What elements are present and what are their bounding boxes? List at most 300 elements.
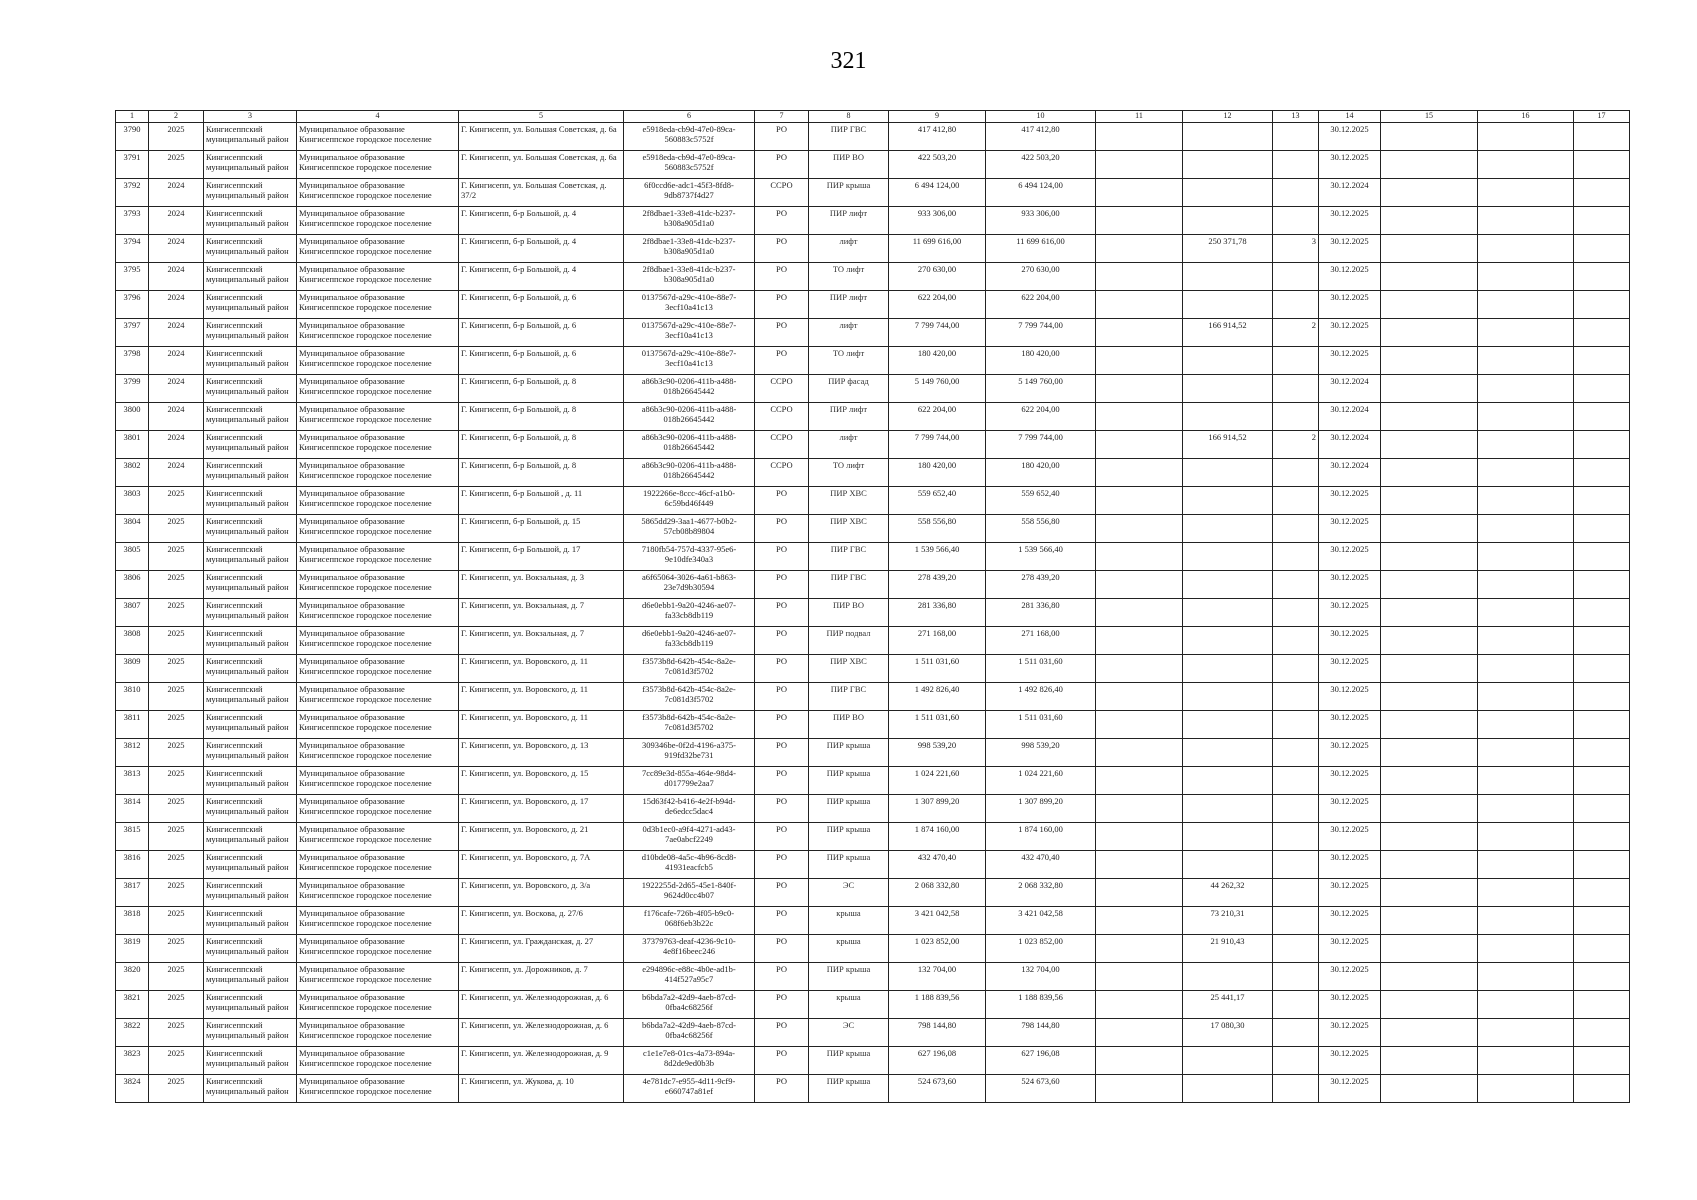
deadline-cell: 30.12.2025 xyxy=(1319,767,1381,795)
col11-cell xyxy=(1096,375,1183,403)
year-cell: 2025 xyxy=(149,963,204,991)
guid-cell: d6e0ebb1-9a20-4246-ae07-fa33cb8db119 xyxy=(624,599,755,627)
row-number-cell: 3818 xyxy=(116,907,149,935)
work-type-cell: ЭС xyxy=(809,1019,889,1047)
row-number-cell: 3800 xyxy=(116,403,149,431)
cost-cell: 417 412,80 xyxy=(889,123,986,151)
work-type-cell: ПИР крыша xyxy=(809,823,889,851)
cost-total-cell: 1 492 826,40 xyxy=(986,683,1096,711)
guid-cell: c1e1e7e8-01cs-4a73-894a-8d2de9ed0b3b xyxy=(624,1047,755,1075)
column-header: 4 xyxy=(297,111,459,123)
col15-cell xyxy=(1381,655,1478,683)
column-header: 13 xyxy=(1273,111,1319,123)
year-cell: 2024 xyxy=(149,459,204,487)
col17-cell xyxy=(1574,767,1630,795)
col17-cell xyxy=(1574,907,1630,935)
address-cell: Г. Кингисепп, ул. Железнодорожная, д. 9 xyxy=(459,1047,624,1075)
col12-cell xyxy=(1183,683,1273,711)
col17-cell xyxy=(1574,207,1630,235)
cost-cell: 622 204,00 xyxy=(889,403,986,431)
col17-cell xyxy=(1574,655,1630,683)
col16-cell xyxy=(1478,319,1574,347)
district-cell: Кингисеппский муниципальный район xyxy=(204,795,297,823)
col15-cell xyxy=(1381,935,1478,963)
cost-total-cell: 417 412,80 xyxy=(986,123,1096,151)
col16-cell xyxy=(1478,571,1574,599)
col16-cell xyxy=(1478,599,1574,627)
address-cell: Г. Кингисепп, ул. Большая Советская, д. 6а xyxy=(459,151,624,179)
table-row xyxy=(116,347,1630,375)
year-cell: 2025 xyxy=(149,599,204,627)
cost-total-cell: 271 168,00 xyxy=(986,627,1096,655)
operator-cell: РО xyxy=(755,739,809,767)
col17-cell xyxy=(1574,571,1630,599)
year-cell: 2025 xyxy=(149,795,204,823)
col17-cell xyxy=(1574,151,1630,179)
col16-cell xyxy=(1478,963,1574,991)
cost-total-cell: 558 556,80 xyxy=(986,515,1096,543)
row-number-cell: 3803 xyxy=(116,487,149,515)
col11-cell xyxy=(1096,963,1183,991)
cost-total-cell: 1 023 852,00 xyxy=(986,935,1096,963)
municipality-cell: Муниципальное образование Кингисеппское городское поселение xyxy=(297,935,459,963)
guid-cell: 2f8dbae1-33e8-41dc-b237-b308a905d1a0 xyxy=(624,235,755,263)
operator-cell: РО xyxy=(755,207,809,235)
cost-total-cell: 180 420,00 xyxy=(986,347,1096,375)
address-cell: Г. Кингисепп, б-р Большой, д. 8 xyxy=(459,431,624,459)
col16-cell xyxy=(1478,515,1574,543)
col17-cell xyxy=(1574,1075,1630,1103)
work-type-cell: ПИР ХВС xyxy=(809,515,889,543)
address-cell: Г. Кингисепп, ул. Воровского, д. 17 xyxy=(459,795,624,823)
col11-cell xyxy=(1096,291,1183,319)
year-cell: 2024 xyxy=(149,263,204,291)
cost-cell: 1 024 221,60 xyxy=(889,767,986,795)
guid-cell: 0137567d-a29c-410e-88e7-3ecf10a41c13 xyxy=(624,319,755,347)
year-cell: 2025 xyxy=(149,543,204,571)
district-cell: Кингисеппский муниципальный район xyxy=(204,767,297,795)
col13-cell: 2 xyxy=(1273,319,1319,347)
municipality-cell: Муниципальное образование Кингисеппское городское поселение xyxy=(297,599,459,627)
row-number-cell: 3802 xyxy=(116,459,149,487)
table-row xyxy=(116,543,1630,571)
col16-cell xyxy=(1478,711,1574,739)
address-cell: Г. Кингисепп, ул. Воскова, д. 27/6 xyxy=(459,907,624,935)
col17-cell xyxy=(1574,263,1630,291)
col17-cell xyxy=(1574,543,1630,571)
cost-total-cell: 1 511 031,60 xyxy=(986,655,1096,683)
deadline-cell: 30.12.2025 xyxy=(1319,1019,1381,1047)
work-type-cell: ТО лифт xyxy=(809,459,889,487)
col12-cell xyxy=(1183,739,1273,767)
col17-cell xyxy=(1574,347,1630,375)
municipality-cell: Муниципальное образование Кингисеппское городское поселение xyxy=(297,291,459,319)
deadline-cell: 30.12.2025 xyxy=(1319,711,1381,739)
work-type-cell: крыша xyxy=(809,935,889,963)
guid-cell: 6f0ccd6e-adc1-45f3-8fd8-9db8737f4d27 xyxy=(624,179,755,207)
district-cell: Кингисеппский муниципальный район xyxy=(204,179,297,207)
district-cell: Кингисеппский муниципальный район xyxy=(204,711,297,739)
work-type-cell: ПИР ВО xyxy=(809,711,889,739)
col11-cell xyxy=(1096,739,1183,767)
address-cell: Г. Кингисепп, ул. Железнодорожная, д. 6 xyxy=(459,991,624,1019)
guid-cell: f3573b8d-642b-454c-8a2e-7c081d3f5702 xyxy=(624,655,755,683)
table-row xyxy=(116,571,1630,599)
col12-cell xyxy=(1183,263,1273,291)
municipality-cell: Муниципальное образование Кингисеппское городское поселение xyxy=(297,767,459,795)
col11-cell xyxy=(1096,879,1183,907)
guid-cell: 309346be-0f2d-4196-a375-919fd32be731 xyxy=(624,739,755,767)
col11-cell xyxy=(1096,179,1183,207)
col11-cell xyxy=(1096,319,1183,347)
operator-cell: РО xyxy=(755,347,809,375)
col11-cell xyxy=(1096,711,1183,739)
col17-cell xyxy=(1574,879,1630,907)
guid-cell: 4e781dc7-e955-4d11-9cf9-e660747a81ef xyxy=(624,1075,755,1103)
municipality-cell: Муниципальное образование Кингисеппское городское поселение xyxy=(297,403,459,431)
col16-cell xyxy=(1478,767,1574,795)
col16-cell xyxy=(1478,935,1574,963)
col11-cell xyxy=(1096,487,1183,515)
cost-cell: 271 168,00 xyxy=(889,627,986,655)
municipality-cell: Муниципальное образование Кингисеппское городское поселение xyxy=(297,711,459,739)
col13-cell xyxy=(1273,963,1319,991)
row-number-cell: 3797 xyxy=(116,319,149,347)
col12-cell xyxy=(1183,291,1273,319)
col15-cell xyxy=(1381,291,1478,319)
address-cell: Г. Кингисепп, ул. Жукова, д. 10 xyxy=(459,1075,624,1103)
col15-cell xyxy=(1381,627,1478,655)
cost-total-cell: 1 307 899,20 xyxy=(986,795,1096,823)
cost-total-cell: 3 421 042,58 xyxy=(986,907,1096,935)
district-cell: Кингисеппский муниципальный район xyxy=(204,739,297,767)
cost-total-cell: 933 306,00 xyxy=(986,207,1096,235)
cost-cell: 933 306,00 xyxy=(889,207,986,235)
col15-cell xyxy=(1381,1075,1478,1103)
col13-cell xyxy=(1273,291,1319,319)
col11-cell xyxy=(1096,263,1183,291)
table-row xyxy=(116,1019,1630,1047)
municipality-cell: Муниципальное образование Кингисеппское городское поселение xyxy=(297,515,459,543)
deadline-cell: 30.12.2025 xyxy=(1319,291,1381,319)
col17-cell xyxy=(1574,823,1630,851)
cost-cell: 558 556,80 xyxy=(889,515,986,543)
table-row xyxy=(116,879,1630,907)
col15-cell xyxy=(1381,767,1478,795)
col15-cell xyxy=(1381,123,1478,151)
col13-cell xyxy=(1273,795,1319,823)
cost-total-cell: 1 874 160,00 xyxy=(986,823,1096,851)
row-number-cell: 3793 xyxy=(116,207,149,235)
cost-cell: 622 204,00 xyxy=(889,291,986,319)
col17-cell xyxy=(1574,963,1630,991)
col12-cell xyxy=(1183,375,1273,403)
cost-total-cell: 422 503,20 xyxy=(986,151,1096,179)
cost-cell: 432 470,40 xyxy=(889,851,986,879)
operator-cell: РО xyxy=(755,991,809,1019)
col15-cell xyxy=(1381,319,1478,347)
column-header: 16 xyxy=(1478,111,1574,123)
col12-cell: 25 441,17 xyxy=(1183,991,1273,1019)
table-row xyxy=(116,179,1630,207)
municipality-cell: Муниципальное образование Кингисеппское городское поселение xyxy=(297,963,459,991)
operator-cell: ССРО xyxy=(755,431,809,459)
year-cell: 2024 xyxy=(149,403,204,431)
col17-cell xyxy=(1574,739,1630,767)
operator-cell: РО xyxy=(755,319,809,347)
col17-cell xyxy=(1574,123,1630,151)
col15-cell xyxy=(1381,851,1478,879)
col16-cell xyxy=(1478,151,1574,179)
cost-cell: 6 494 124,00 xyxy=(889,179,986,207)
col13-cell xyxy=(1273,599,1319,627)
col12-cell xyxy=(1183,207,1273,235)
municipality-cell: Муниципальное образование Кингисеппское городское поселение xyxy=(297,179,459,207)
year-cell: 2025 xyxy=(149,151,204,179)
table-row xyxy=(116,263,1630,291)
col11-cell xyxy=(1096,767,1183,795)
column-header: 1 xyxy=(116,111,149,123)
col15-cell xyxy=(1381,907,1478,935)
municipality-cell: Муниципальное образование Кингисеппское городское поселение xyxy=(297,823,459,851)
operator-cell: РО xyxy=(755,515,809,543)
district-cell: Кингисеппский муниципальный район xyxy=(204,627,297,655)
municipality-cell: Муниципальное образование Кингисеппское городское поселение xyxy=(297,207,459,235)
col11-cell xyxy=(1096,935,1183,963)
guid-cell: 7180fb54-757d-4337-95e6-9e10dfe340a3 xyxy=(624,543,755,571)
year-cell: 2025 xyxy=(149,1075,204,1103)
col11-cell xyxy=(1096,599,1183,627)
col11-cell xyxy=(1096,683,1183,711)
operator-cell: РО xyxy=(755,1019,809,1047)
col11-cell xyxy=(1096,431,1183,459)
col11-cell xyxy=(1096,655,1183,683)
year-cell: 2024 xyxy=(149,235,204,263)
work-type-cell: ТО лифт xyxy=(809,263,889,291)
guid-cell: f3573b8d-642b-454c-8a2e-7c081d3f5702 xyxy=(624,711,755,739)
table-row xyxy=(116,963,1630,991)
municipality-cell: Муниципальное образование Кингисеппское городское поселение xyxy=(297,683,459,711)
cost-cell: 1 188 839,56 xyxy=(889,991,986,1019)
col15-cell xyxy=(1381,207,1478,235)
table-row xyxy=(116,235,1630,263)
col13-cell xyxy=(1273,571,1319,599)
district-cell: Кингисеппский муниципальный район xyxy=(204,123,297,151)
work-type-cell: ПИР крыша xyxy=(809,795,889,823)
address-cell: Г. Кингисепп, ул. Большая Советская, д. 6а xyxy=(459,123,624,151)
cost-cell: 11 699 616,00 xyxy=(889,235,986,263)
cost-cell: 5 149 760,00 xyxy=(889,375,986,403)
col11-cell xyxy=(1096,403,1183,431)
table-row xyxy=(116,739,1630,767)
column-numbers-row xyxy=(116,111,1630,123)
table-row xyxy=(116,1047,1630,1075)
year-cell: 2025 xyxy=(149,571,204,599)
col16-cell xyxy=(1478,291,1574,319)
col13-cell xyxy=(1273,179,1319,207)
col13-cell xyxy=(1273,487,1319,515)
col15-cell xyxy=(1381,683,1478,711)
municipality-cell: Муниципальное образование Кингисеппское городское поселение xyxy=(297,431,459,459)
col16-cell xyxy=(1478,207,1574,235)
col12-cell xyxy=(1183,347,1273,375)
registry-table xyxy=(115,110,1630,1103)
guid-cell: 1922255d-2d65-45e1-840f-9624d0cc4b07 xyxy=(624,879,755,907)
address-cell: Г. Кингисепп, ул. Воровского, д. 11 xyxy=(459,711,624,739)
guid-cell: 7cc89e3d-855a-464e-98d4-d017799e2aa7 xyxy=(624,767,755,795)
work-type-cell: крыша xyxy=(809,991,889,1019)
operator-cell: РО xyxy=(755,543,809,571)
table-row xyxy=(116,767,1630,795)
operator-cell: РО xyxy=(755,487,809,515)
work-type-cell: крыша xyxy=(809,907,889,935)
deadline-cell: 30.12.2024 xyxy=(1319,375,1381,403)
col15-cell xyxy=(1381,375,1478,403)
table-row xyxy=(116,655,1630,683)
work-type-cell: ЭС xyxy=(809,879,889,907)
operator-cell: РО xyxy=(755,655,809,683)
column-header: 9 xyxy=(889,111,986,123)
municipality-cell: Муниципальное образование Кингисеппское городское поселение xyxy=(297,459,459,487)
municipality-cell: Муниципальное образование Кингисеппское городское поселение xyxy=(297,1019,459,1047)
deadline-cell: 30.12.2025 xyxy=(1319,543,1381,571)
col17-cell xyxy=(1574,627,1630,655)
cost-total-cell: 1 511 031,60 xyxy=(986,711,1096,739)
col15-cell xyxy=(1381,431,1478,459)
address-cell: Г. Кингисепп, ул. Воровского, д. 21 xyxy=(459,823,624,851)
table-row xyxy=(116,599,1630,627)
cost-total-cell: 6 494 124,00 xyxy=(986,179,1096,207)
column-header: 12 xyxy=(1183,111,1273,123)
col15-cell xyxy=(1381,711,1478,739)
work-type-cell: ПИР ГВС xyxy=(809,543,889,571)
year-cell: 2024 xyxy=(149,319,204,347)
row-number-cell: 3813 xyxy=(116,767,149,795)
col15-cell xyxy=(1381,459,1478,487)
cost-total-cell: 1 539 566,40 xyxy=(986,543,1096,571)
col12-cell xyxy=(1183,515,1273,543)
col12-cell xyxy=(1183,403,1273,431)
col16-cell xyxy=(1478,459,1574,487)
row-number-cell: 3816 xyxy=(116,851,149,879)
col16-cell xyxy=(1478,487,1574,515)
operator-cell: РО xyxy=(755,1047,809,1075)
municipality-cell: Муниципальное образование Кингисеппское городское поселение xyxy=(297,543,459,571)
guid-cell: a86b3c90-0206-411b-a488-018b26645442 xyxy=(624,375,755,403)
column-header: 3 xyxy=(204,111,297,123)
col13-cell xyxy=(1273,851,1319,879)
col11-cell xyxy=(1096,151,1183,179)
col11-cell xyxy=(1096,907,1183,935)
work-type-cell: ПИР ВО xyxy=(809,151,889,179)
table-row xyxy=(116,431,1630,459)
col12-cell xyxy=(1183,655,1273,683)
district-cell: Кингисеппский муниципальный район xyxy=(204,515,297,543)
col17-cell xyxy=(1574,599,1630,627)
table-row xyxy=(116,207,1630,235)
col12-cell xyxy=(1183,1047,1273,1075)
deadline-cell: 30.12.2025 xyxy=(1319,235,1381,263)
cost-total-cell: 180 420,00 xyxy=(986,459,1096,487)
guid-cell: 1922266e-8ccc-46cf-a1b0-6c59bd46f449 xyxy=(624,487,755,515)
district-cell: Кингисеппский муниципальный район xyxy=(204,935,297,963)
district-cell: Кингисеппский муниципальный район xyxy=(204,599,297,627)
guid-cell: 0d3b1ec0-a9f4-4271-ad43-7ae0abcf2249 xyxy=(624,823,755,851)
col12-cell xyxy=(1183,571,1273,599)
row-number-cell: 3804 xyxy=(116,515,149,543)
col17-cell xyxy=(1574,235,1630,263)
row-number-cell: 3791 xyxy=(116,151,149,179)
col13-cell xyxy=(1273,739,1319,767)
table-row xyxy=(116,935,1630,963)
operator-cell: РО xyxy=(755,935,809,963)
col13-cell xyxy=(1273,515,1319,543)
deadline-cell: 30.12.2025 xyxy=(1319,655,1381,683)
deadline-cell: 30.12.2025 xyxy=(1319,263,1381,291)
col16-cell xyxy=(1478,1019,1574,1047)
col16-cell xyxy=(1478,263,1574,291)
cost-cell: 1 539 566,40 xyxy=(889,543,986,571)
row-number-cell: 3820 xyxy=(116,963,149,991)
operator-cell: РО xyxy=(755,599,809,627)
col16-cell xyxy=(1478,375,1574,403)
col16-cell xyxy=(1478,795,1574,823)
cost-cell: 798 144,80 xyxy=(889,1019,986,1047)
address-cell: Г. Кингисепп, ул. Воровского, д. 15 xyxy=(459,767,624,795)
col15-cell xyxy=(1381,515,1478,543)
deadline-cell: 30.12.2025 xyxy=(1319,151,1381,179)
row-number-cell: 3801 xyxy=(116,431,149,459)
work-type-cell: ПИР крыша xyxy=(809,179,889,207)
municipality-cell: Муниципальное образование Кингисеппское городское поселение xyxy=(297,907,459,935)
col13-cell xyxy=(1273,991,1319,1019)
year-cell: 2025 xyxy=(149,1019,204,1047)
year-cell: 2025 xyxy=(149,907,204,935)
district-cell: Кингисеппский муниципальный район xyxy=(204,319,297,347)
guid-cell: e294896c-e88c-4b0e-ad1b-414f527a95c7 xyxy=(624,963,755,991)
cost-cell: 1 307 899,20 xyxy=(889,795,986,823)
district-cell: Кингисеппский муниципальный район xyxy=(204,823,297,851)
row-number-cell: 3807 xyxy=(116,599,149,627)
work-type-cell: лифт xyxy=(809,319,889,347)
col11-cell xyxy=(1096,207,1183,235)
district-cell: Кингисеппский муниципальный район xyxy=(204,151,297,179)
col13-cell xyxy=(1273,151,1319,179)
col11-cell xyxy=(1096,1019,1183,1047)
operator-cell: ССРО xyxy=(755,375,809,403)
year-cell: 2025 xyxy=(149,879,204,907)
col13-cell xyxy=(1273,543,1319,571)
year-cell: 2025 xyxy=(149,655,204,683)
col13-cell xyxy=(1273,375,1319,403)
row-number-cell: 3790 xyxy=(116,123,149,151)
col17-cell xyxy=(1574,683,1630,711)
col17-cell xyxy=(1574,459,1630,487)
col13-cell: 2 xyxy=(1273,431,1319,459)
district-cell: Кингисеппский муниципальный район xyxy=(204,375,297,403)
col16-cell xyxy=(1478,1075,1574,1103)
deadline-cell: 30.12.2025 xyxy=(1319,851,1381,879)
col11-cell xyxy=(1096,235,1183,263)
col13-cell xyxy=(1273,263,1319,291)
col12-cell: 17 080,30 xyxy=(1183,1019,1273,1047)
operator-cell: РО xyxy=(755,235,809,263)
cost-total-cell: 5 149 760,00 xyxy=(986,375,1096,403)
deadline-cell: 30.12.2025 xyxy=(1319,599,1381,627)
operator-cell: РО xyxy=(755,711,809,739)
col17-cell xyxy=(1574,403,1630,431)
guid-cell: f176cafe-726b-4f05-b9c0-068f6eb3b22c xyxy=(624,907,755,935)
